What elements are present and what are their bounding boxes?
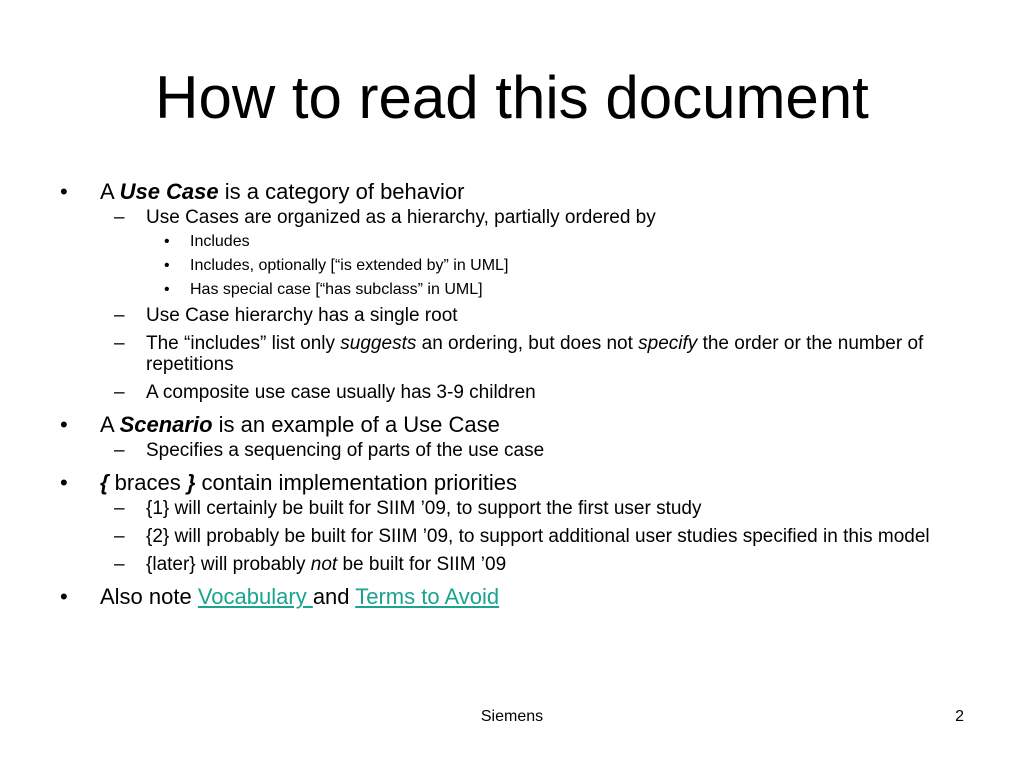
dash-marker: –: [114, 554, 125, 575]
sub-bullet-text-part: an ordering, but does not: [416, 333, 639, 354]
term-not: not: [310, 554, 338, 575]
sub-sub-bullet-includes-optionally: [58, 256, 968, 275]
dash-marker: –: [114, 305, 125, 326]
sub-sub-bullet-special-case: [58, 280, 968, 299]
sub-bullet-text: Use Case hierarchy has a single root: [146, 305, 458, 326]
sub-bullet-hierarchy: [58, 207, 968, 228]
dash-marker: –: [114, 526, 125, 547]
term-use-case: Use Case: [119, 179, 219, 204]
dash-marker: –: [114, 498, 125, 519]
sub-bullet-text-part: be built for SIIM ’09: [337, 554, 507, 575]
dash-marker: –: [114, 440, 125, 461]
bullet-suffix: is an example of a Use Case: [212, 412, 500, 437]
sub-bullet-text: A composite use case usually has 3-9 children: [146, 382, 536, 403]
bullet-marker: •: [164, 233, 170, 250]
sub-sub-bullet-text: Includes, optionally [“is extended by” in UML]: [190, 257, 509, 274]
sub-sub-bullet-text: Has special case [“has subclass” in UML]: [190, 281, 483, 298]
sub-bullet-composite: [58, 382, 968, 403]
dash-marker: –: [114, 382, 125, 403]
dash-marker: –: [114, 207, 125, 228]
sub-bullet-text: Specifies a sequencing of parts of the use case: [146, 440, 545, 461]
vocabulary-link[interactable]: Vocabulary: [197, 584, 313, 609]
close-brace: }: [186, 470, 196, 495]
slide-title: How to read this document: [155, 64, 869, 131]
sub-bullet-text: {1} will certainly be built for SIIM ’09, to support the first user study: [146, 498, 702, 519]
footer-company: Siemens: [480, 708, 544, 725]
bullet-braces: [58, 469, 968, 496]
page-number: 2: [955, 708, 964, 725]
term-scenario: Scenario: [119, 412, 213, 437]
bullet-marker: •: [164, 281, 170, 298]
bullet-marker: •: [60, 412, 68, 437]
bullet-marker: •: [60, 470, 68, 495]
sub-bullet-priority-1: [58, 498, 968, 519]
bullet-also-note: [58, 583, 968, 610]
sub-bullet-includes-list: [58, 333, 968, 375]
sub-bullet-text-part: {later} will probably: [146, 554, 311, 575]
terms-to-avoid-link[interactable]: Terms to Avoid: [355, 584, 500, 609]
sub-sub-bullet-includes: [58, 232, 968, 251]
bullet-middle: braces: [108, 470, 187, 495]
sub-bullet-priority-2: [58, 526, 968, 547]
bullet-prefix: A: [100, 412, 120, 437]
bullet-suffix: is a category of behavior: [218, 179, 465, 204]
sub-bullet-text-part: The “includes” list only: [146, 333, 341, 354]
bullet-marker: •: [60, 584, 68, 609]
sub-bullet-priority-later: [58, 554, 968, 575]
sub-bullet-sequencing: [58, 440, 968, 461]
bullet-middle: and: [312, 584, 356, 609]
bullet-suffix: contain implementation priorities: [195, 470, 517, 495]
sub-bullet-text: {2} will probably be built for SIIM ’09, to support additional user studies specified in this model: [146, 526, 930, 547]
dash-marker: –: [114, 333, 125, 354]
sub-sub-bullet-text: Includes: [190, 233, 250, 250]
term-specify: specify: [638, 333, 698, 354]
term-suggests: suggests: [340, 333, 417, 354]
bullet-marker: •: [60, 179, 68, 204]
bullet-list: [58, 178, 968, 612]
open-brace: {: [100, 470, 109, 495]
sub-bullet-text-part: the order or the number of repetitions: [146, 333, 924, 375]
sub-bullet-single-root: [58, 305, 968, 326]
sub-bullet-text: Use Cases are organized as a hierarchy, partially ordered by: [146, 207, 656, 228]
bullet-prefix: Also note: [100, 584, 198, 609]
bullet-marker: •: [164, 257, 170, 274]
bullet-use-case: [58, 178, 968, 205]
bullet-scenario: [58, 411, 968, 438]
bullet-prefix: A: [100, 179, 120, 204]
